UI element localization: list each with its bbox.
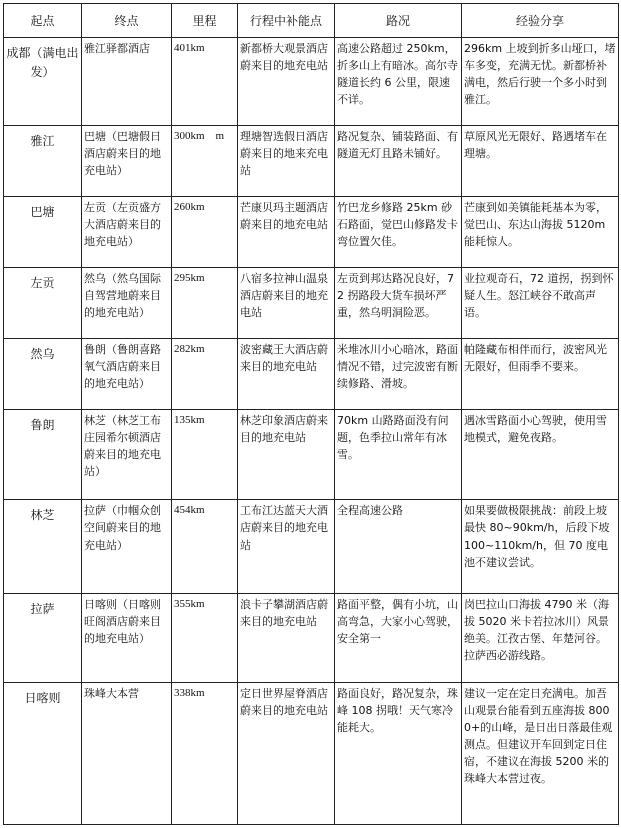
cell-distance: 135km	[172, 410, 238, 500]
cell-start: 林芝	[4, 500, 82, 593]
cell-charging-point: 工布江达蓝天大酒店蔚来目的地充电站	[238, 500, 335, 593]
cell-charging-point: 波密藏王大酒店蔚来目的地充电站	[238, 339, 335, 410]
cell-road-condition: 竹巴龙乡修路 25km 砂石路面，觉巴山修路发卡弯位置欠佳。	[335, 197, 462, 268]
cell-charging-point: 浪卡子攀湖酒店蔚来目的地充电站	[238, 593, 335, 682]
table-row	[4, 126, 619, 197]
cell-charging-point: 八宿多拉神山温泉酒店蔚来目的地充电站	[238, 268, 335, 339]
cell-distance: 338km	[172, 682, 238, 824]
cell-end: 雅江驿都酒店	[82, 38, 172, 126]
cell-experience: 遇冰雪路面小心驾驶，使用雪地模式，避免夜路。	[462, 410, 619, 500]
cell-end: 日喀则（日喀则旺阁酒店蔚来目的地充电站）	[82, 593, 172, 682]
cell-start: 然乌	[4, 339, 82, 410]
cell-road-condition: 路况复杂、铺装路面、有隧道无灯且路未铺好。	[335, 126, 462, 197]
cell-end: 珠峰大本营	[82, 682, 172, 824]
cell-charging-point: 理塘智选假日酒店蔚来目的地来充电站	[238, 126, 335, 197]
header-row	[4, 4, 619, 38]
cell-road-condition: 路面良好，路况复杂，珠峰 108 拐哦！天气寒冷能耗大。	[335, 682, 462, 824]
cell-charging-point: 林芝印象酒店蔚来目的地充电站	[238, 410, 335, 500]
cell-experience: 业拉观奇石，72 道拐，拐到怀疑人生。怒江峡谷不敢高声语。	[462, 268, 619, 339]
cell-road-condition: 米堆冰川小心暗冰，路面情况不错，过完波密有断续修路、滑坡。	[335, 339, 462, 410]
cell-road-condition: 左贡到邦达路况良好，72 拐路段大货车损坏严重，然乌明洞险恶。	[335, 268, 462, 339]
cell-experience: 帕隆藏布相伴而行，波密风光无限好，但雨季不要来。	[462, 339, 619, 410]
cell-start: 雅江	[4, 126, 82, 197]
cell-distance: 295km	[172, 268, 238, 339]
cell-distance: 401km	[172, 38, 238, 126]
cell-experience: 296km 上坡到折多山垭口，堵车多变，充满无忧。新都桥补满电，然后行驶一个多小时到雅江。	[462, 38, 619, 126]
cell-charging-point: 定日世界屋脊酒店蔚来目的地充电站	[238, 682, 335, 824]
cell-distance: 260km	[172, 197, 238, 268]
cell-start: 拉萨	[4, 593, 82, 682]
cell-end: 然乌（然乌国际自驾营地蔚来目的地充电站）	[82, 268, 172, 339]
cell-experience: 草原风光无限好、路遇堵车在理塘。	[462, 126, 619, 197]
header-distance: 里程	[172, 4, 238, 38]
table-row	[4, 500, 619, 593]
route-table	[3, 3, 619, 825]
cell-distance: 454km	[172, 500, 238, 593]
cell-start: 鲁朗	[4, 410, 82, 500]
table-row	[4, 197, 619, 268]
header-charging-point: 行程中补能点	[238, 4, 335, 38]
cell-road-condition: 高速公路超过 250km，折多山上有暗冰。高尔寺隧道长约 6 公里，限速不详。	[335, 38, 462, 126]
header-start: 起点	[4, 4, 82, 38]
cell-charging-point: 新都桥大观景酒店蔚来目的地充电站	[238, 38, 335, 126]
cell-experience: 芒康到如美镇能耗基本为零，觉巴山、东达山海拔 5120m 能耗惊人。	[462, 197, 619, 268]
cell-experience: 岗巴拉山口海拔 4790 米（海拔 5020 米卡若拉冰川）风景绝美。江孜古堡、年楚河谷。拉萨西必游线路。	[462, 593, 619, 682]
cell-start: 日喀则	[4, 682, 82, 824]
table-row	[4, 410, 619, 500]
cell-start: 成都（满电出发）	[4, 38, 82, 126]
cell-end: 巴塘（巴塘假日酒店蔚来目的地充电站）	[82, 126, 172, 197]
table-row	[4, 593, 619, 682]
cell-start: 左贡	[4, 268, 82, 339]
cell-start: 巴塘	[4, 197, 82, 268]
header-experience: 经验分享	[462, 4, 619, 38]
header-end: 终点	[82, 4, 172, 38]
table-row	[4, 339, 619, 410]
cell-distance: 355km	[172, 593, 238, 682]
cell-road-condition: 路面平整，偶有小坑，山高弯急，大家小心驾驶，安全第一	[335, 593, 462, 682]
cell-distance: 282km	[172, 339, 238, 410]
cell-road-condition: 全程高速公路	[335, 500, 462, 593]
table-row	[4, 38, 619, 126]
cell-end: 拉萨（巾帼众创空间蔚来目的地充电站）	[82, 500, 172, 593]
table-row	[4, 682, 619, 824]
cell-experience: 建议一定在定日充满电。加吾山观景台能看到五座海拔 8000+的山峰，是日出日落最佳观测点。但建议开车回到定日住宿，不建议在海拔 5200 米的珠峰大本营过夜。	[462, 682, 619, 824]
cell-charging-point: 芒康贝玛主题酒店蔚来目的地充电站	[238, 197, 335, 268]
header-road-condition: 路况	[335, 4, 462, 38]
table-row	[4, 268, 619, 339]
cell-distance: 300km m	[172, 126, 238, 197]
cell-end: 鲁朗（鲁朗喜路氧气酒店蔚来目的地充电站）	[82, 339, 172, 410]
cell-end: 左贡（左贡盛方大酒店蔚来目的地充电站）	[82, 197, 172, 268]
cell-experience: 如果要做极限挑战：前段上坡最快 80~90km/h，后段下坡 100~110km/h，但 70 度电池不建议尝试。	[462, 500, 619, 593]
cell-end: 林芝（林芝工布庄园希尔顿酒店蔚来目的地充电站）	[82, 410, 172, 500]
cell-road-condition: 70km 山路路面没有问题，色季拉山常年有冰雪。	[335, 410, 462, 500]
